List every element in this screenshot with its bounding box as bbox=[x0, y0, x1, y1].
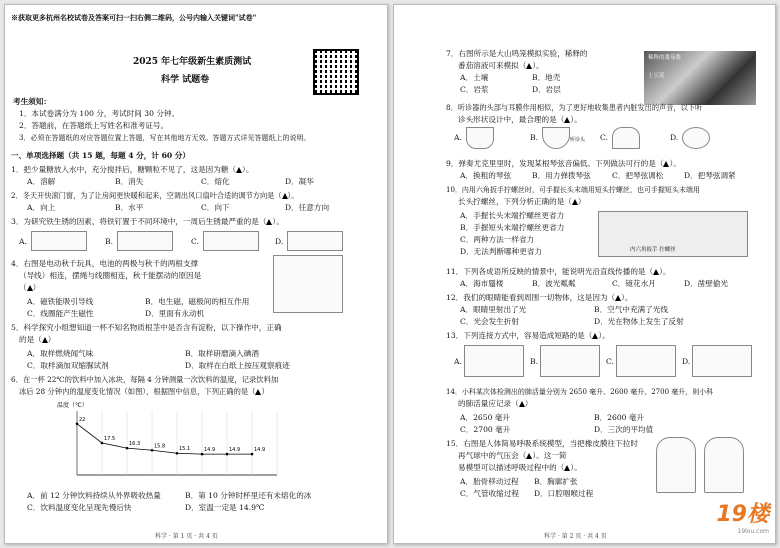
stethoscope-head-figure bbox=[682, 127, 710, 149]
option: A．土壤 bbox=[460, 73, 489, 82]
data-label: 14.9 bbox=[229, 447, 241, 454]
stethoscope-head-figure bbox=[542, 127, 570, 149]
question-9: 9．弹奏尤克里里时，发现某根琴弦音偏低。下列做法可行的是（ ）。 bbox=[446, 159, 681, 168]
data-label: 17.5 bbox=[104, 436, 116, 442]
option: A．向上 bbox=[27, 203, 56, 212]
option: B．电生磁，磁极间的相互作用 bbox=[145, 297, 250, 306]
question-2: 2．冬天开快滚门窗，为了让房间更快暖和起来，空调出风口扇叶合适的调节方向是（ ）。 bbox=[11, 191, 299, 200]
rust-test-figure bbox=[31, 231, 87, 251]
data-point bbox=[226, 453, 229, 456]
option: C．取样滴加双缩脲试剂 bbox=[27, 361, 109, 370]
option: C．熔化 bbox=[201, 177, 230, 186]
circuit-figure bbox=[540, 345, 600, 377]
option: D．凿壁偷光 bbox=[684, 279, 729, 288]
notice-heading: 考生须知： bbox=[13, 97, 51, 106]
option: C．气管收缩过程 bbox=[460, 489, 519, 498]
option: A. bbox=[19, 237, 27, 246]
bell-jar-model-figure bbox=[656, 437, 696, 493]
notice-item: 1．本试卷满分为 100 分，考试时间 30 分钟。 bbox=[19, 109, 180, 118]
question-7-line: 番茄溶液可来模拟（ ）。 bbox=[458, 61, 544, 70]
option: D. bbox=[670, 133, 679, 142]
option: D．室温一定是 14.9℃ bbox=[185, 503, 265, 512]
logo-text: 19楼 bbox=[716, 502, 769, 527]
exam-page-2 bbox=[393, 4, 776, 544]
question-4-line: （ ） bbox=[19, 283, 41, 292]
page-footer: 科学 · 第 1 页 · 共 4 页 bbox=[155, 533, 218, 540]
answer-blank-icon bbox=[526, 63, 532, 69]
question-5: 5．科学探究小组想知道一杯不知名物质根茎中是否含有淀粉，以下操作中，正确 bbox=[11, 323, 282, 332]
exam-subtitle: 科学 试题卷 bbox=[161, 75, 210, 85]
swing-toy-figure bbox=[273, 255, 343, 313]
question-10-line: 长头拧螺丝，下列分析正确的是（ ） bbox=[458, 197, 586, 206]
data-point bbox=[251, 453, 254, 456]
answer-blank-icon bbox=[615, 295, 621, 301]
circuit-figure bbox=[464, 345, 524, 377]
answer-blank-icon bbox=[572, 199, 578, 205]
answer-blank-icon bbox=[236, 167, 242, 173]
answer-blank-icon bbox=[653, 269, 659, 275]
data-label: 14.9 bbox=[204, 447, 216, 454]
option: A．换粗的琴弦 bbox=[460, 171, 512, 180]
stethoscope-head-figure bbox=[466, 127, 494, 149]
question-8-line: 诊头形状设计中，最合理的是（ ）。 bbox=[458, 115, 582, 124]
rust-test-figure bbox=[203, 231, 259, 251]
option: C. bbox=[191, 237, 199, 246]
option: B．波光粼粼 bbox=[532, 279, 576, 288]
question-10: 10．内用六角扳手拧螺丝时，可手握长头末端用短头拧螺丝，也可手握短头末端用 bbox=[446, 186, 700, 194]
question-6: 6．在一杯 22℃的饮料中加入冰块，每隔 4 分钟测量一次饮料的温度，记录饮料加 bbox=[11, 375, 279, 384]
option: B．地壳 bbox=[532, 73, 561, 82]
option: A. bbox=[454, 133, 462, 142]
option: B．第 10 分钟时杯里还有未熔化的冰 bbox=[185, 491, 312, 500]
question-8: 8．听诊器的头部与耳膜作用相似，为了更好地收集患者内脏发出的声音，以下听 bbox=[446, 103, 703, 112]
option: C．线圈能产生磁性 bbox=[27, 309, 94, 318]
option: A. bbox=[454, 357, 462, 366]
data-point bbox=[201, 453, 204, 456]
question-13: 13．下列连接方式中，容易造成短路的是（ ）。 bbox=[446, 331, 610, 340]
circuit-figure bbox=[616, 345, 676, 377]
question-7: 7．右图所示是大山鸣笼模拟实验，稀释的 bbox=[446, 49, 588, 58]
chart-y-axis-label: 温度（℃） bbox=[57, 402, 88, 409]
question-15-line: 易模型可以描述呼吸过程中的（ ）。 bbox=[458, 463, 582, 472]
option: A．磁铁能吸引导线 bbox=[27, 297, 94, 306]
data-point bbox=[151, 449, 154, 452]
option: B．消失 bbox=[115, 177, 144, 186]
photo-caption: 稀释的番茄酱 bbox=[648, 55, 682, 61]
exam-title: 2025 年七年级新生素质测试 bbox=[133, 57, 252, 67]
option: A．海市蜃楼 bbox=[460, 279, 504, 288]
question-12: 12．我们的眼睛能看到周围一切物体，这是因为（ ）。 bbox=[446, 293, 633, 302]
data-point bbox=[101, 442, 104, 445]
option: B．空气中充满了光线 bbox=[594, 305, 668, 314]
page-footer: 科学 · 第 2 页 · 共 4 页 bbox=[544, 533, 607, 540]
option: B．用力弹拨琴弦 bbox=[532, 171, 591, 180]
option: C．镜花水月 bbox=[612, 279, 656, 288]
data-label: 15.1 bbox=[179, 446, 191, 453]
data-label: 15.8 bbox=[154, 443, 166, 450]
option: A．溶解 bbox=[27, 177, 56, 186]
answer-blank-icon bbox=[526, 453, 532, 459]
question-15: 15．右图是人体简易呼吸系统模型，当把橡皮膜往下拉时 bbox=[446, 439, 638, 448]
option: D．无法判断哪种更省力 bbox=[460, 247, 543, 256]
question-15-line: 再气球中的气压会（ ）。这一简 bbox=[458, 451, 567, 460]
notice-item: 3．必须在答题纸的对应答题位置上答题，写在其他地方无效。答题方式详见答题纸上的说明。 bbox=[19, 134, 311, 142]
answer-blank-icon bbox=[519, 401, 525, 407]
option: D．里面有永动机 bbox=[145, 309, 205, 318]
data-point bbox=[76, 423, 79, 426]
option: A．前 12 分钟饮料持续从外界吸收热量 bbox=[27, 491, 161, 500]
option: D．岩层 bbox=[532, 85, 561, 94]
stethoscope-head-figure bbox=[612, 127, 640, 149]
question-14-line: 的肺活量应记录（ ） bbox=[458, 399, 533, 408]
answer-blank-icon bbox=[592, 333, 598, 339]
exam-page-1 bbox=[4, 4, 388, 544]
option: A．取样燃烧闻气味 bbox=[27, 349, 94, 358]
option: A．手握长头末端拧螺丝更省力 bbox=[460, 211, 565, 220]
banner-text: ※获取更多杭州名校试卷及答案可扫一扫右侧二维码，公号内输入关键词"试卷" bbox=[11, 13, 257, 22]
answer-blank-icon bbox=[27, 285, 33, 291]
answer-blank-icon bbox=[663, 161, 669, 167]
option: D．取样在白纸上按压观察痕迹 bbox=[185, 361, 290, 370]
chart-grid bbox=[77, 411, 277, 475]
site-logo bbox=[716, 497, 769, 535]
option: B．手握短头末端拧螺丝更省力 bbox=[460, 223, 565, 232]
option: C. bbox=[606, 357, 614, 366]
option: B. bbox=[530, 357, 538, 366]
data-point bbox=[126, 447, 129, 450]
photo-caption: 土豆泥 bbox=[648, 73, 665, 79]
option: D. bbox=[682, 357, 691, 366]
data-point bbox=[176, 452, 179, 455]
question-5-line: 的是（ ） bbox=[19, 335, 56, 344]
option: C．岩浆 bbox=[460, 85, 489, 94]
option: A．胎骨移动过程 bbox=[460, 477, 519, 486]
option: B. bbox=[530, 133, 538, 142]
qr-code-icon bbox=[313, 49, 359, 95]
option: B．水平 bbox=[115, 203, 144, 212]
figure-label: 内六角扳手 拧螺丝 bbox=[630, 247, 676, 253]
question-4-line: （导线）相连，摆绳与线圈相连，秋千能摆动的原因是 bbox=[19, 271, 202, 280]
question-14: 14．小科某次体检测出的肺活量分别为 2650 毫升、2600 毫升、2700 毫升，则小科 bbox=[446, 388, 714, 396]
option: C．两种方法一样省力 bbox=[460, 235, 535, 244]
section-heading: 一、单项选择题（共 15 题，每题 4 分，计 60 分） bbox=[11, 151, 190, 160]
option: C．饮料温度变化呈现先慢后快 bbox=[27, 503, 132, 512]
option: D．凝华 bbox=[285, 177, 314, 186]
option: B．2600 毫升 bbox=[594, 413, 645, 422]
rust-test-figure bbox=[117, 231, 173, 251]
question-4: 4．右图是电动秋千玩具，电池的两极与秋千的两根支撑 bbox=[11, 259, 199, 268]
question-1: 1．把少量糖放入水中，充分搅拌后，糖颗粒不见了，这是因为糖（ ）。 bbox=[11, 165, 254, 174]
question-3: 3．为研究铁生锈的因素，将铁钉置于不同环境中，一周后生锈最严重的是（ ）。 bbox=[11, 217, 284, 226]
circuit-figure bbox=[692, 345, 752, 377]
option: D．口腔咽喉过程 bbox=[534, 489, 594, 498]
rust-test-figure bbox=[287, 231, 343, 251]
temperature-chart bbox=[55, 399, 285, 485]
option: D．光在物体上发生了反射 bbox=[594, 317, 684, 326]
notice-item: 2．答题前，在答题纸上写姓名和准考证号。 bbox=[19, 121, 169, 130]
option: B．取样研磨滴入碘酒 bbox=[185, 349, 259, 358]
answer-blank-icon bbox=[255, 389, 261, 395]
option: D．任意方向 bbox=[285, 203, 330, 212]
data-label: 16.3 bbox=[129, 441, 141, 448]
answer-blank-icon bbox=[282, 193, 288, 199]
option: D．三次的平均值 bbox=[594, 425, 654, 434]
option: B．胸廓扩张 bbox=[534, 477, 578, 486]
answer-blank-icon bbox=[564, 117, 570, 123]
answer-blank-icon bbox=[42, 337, 48, 343]
option: A．2650 毫升 bbox=[460, 413, 511, 422]
question-11: 11．下列各成语所反映的情景中，能说明光沿直线传播的是（ ）。 bbox=[446, 267, 671, 276]
option: C. bbox=[600, 133, 608, 142]
option: D. bbox=[275, 237, 284, 246]
option: C．向下 bbox=[201, 203, 230, 212]
bell-jar-model-figure bbox=[704, 437, 744, 493]
option: A．眼睛里射出了光 bbox=[460, 305, 527, 314]
question-6-line: 冰后 28 分钟内的温度变化情况（如图），根据图中信息，下列正确的是（ ） bbox=[19, 387, 269, 396]
answer-blank-icon bbox=[564, 465, 570, 471]
option: D．把琴弦调紧 bbox=[684, 171, 736, 180]
option: B. bbox=[105, 237, 113, 246]
data-label: 14.9 bbox=[254, 447, 266, 454]
option: C．把琴弦调松 bbox=[612, 171, 664, 180]
data-label: 22 bbox=[79, 416, 86, 423]
option: C．2700 毫升 bbox=[460, 425, 511, 434]
option: C．光会发生折射 bbox=[460, 317, 519, 326]
answer-blank-icon bbox=[266, 219, 272, 225]
figure-label: 听诊头 bbox=[570, 137, 586, 143]
logo-url: 19lou.com bbox=[737, 528, 769, 535]
